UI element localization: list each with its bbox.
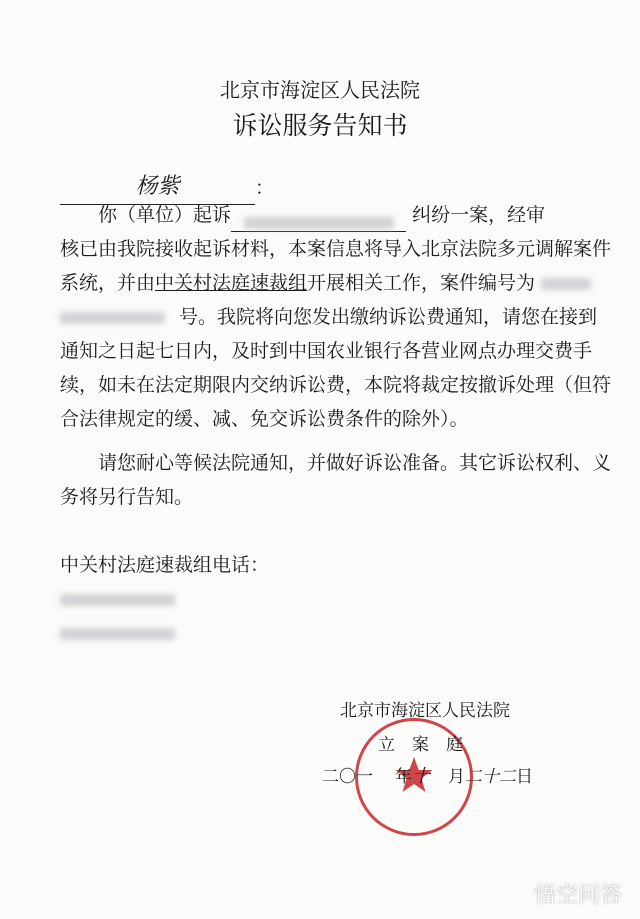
text: 务将另行告知。 [60,486,194,508]
text: 合法律规定的缓、减、免交诉讼费条件的除外）。 [60,408,469,430]
signature-date [322,762,533,788]
redacted-defendant [244,217,394,229]
text: 号。我院将向您发出缴纳诉讼费通知，请您在接到 [179,306,598,328]
body-text [60,198,612,650]
signature-court: 北京市海淀区人民法院 [340,701,510,721]
text: 开展相关工作，案件编号为 [307,272,536,294]
redacted-phone [60,628,175,640]
text: 通知之日起七日内，及时到中国农业银行各营业网点办理交费手 [60,340,593,362]
redacted-phone [60,594,175,606]
text: 核已由我院接收起诉材料，本案信息将导入北京法院多元调解案件 [60,238,612,260]
date-part: 月 [448,767,465,787]
contact-label: 中关村法庭速裁组电话： [60,554,270,576]
text: 系统，并由 [60,272,156,294]
signature-dept: 立 案 庭 [378,735,463,755]
redacted-case-number [541,278,591,290]
text: 纠纷一案，经审 [412,204,546,226]
addressee-name: 杨紫 [135,174,180,199]
date-part: 日 [516,767,533,787]
watermark: 悟空问答 [533,883,622,908]
date-part: 年 [395,767,412,787]
colon: ： [255,177,275,199]
text: 续，如未在法定期限内交纳诉讼费，本院将裁定按撤诉处理（但符 [60,374,612,396]
date-part: 二〇一 [322,767,373,787]
text: 你（单位）起诉 [98,204,232,226]
document-title: 诉讼服务告知书 [232,111,408,140]
text: 请您耐心等候法院通知，并做好诉讼准备。其它诉讼权利、义 [98,452,612,474]
date-hand: 二十二 [465,767,516,787]
date-hand: 十 [412,766,430,787]
redacted-case-number [60,312,165,324]
team-name: 中关村法庭速裁组 [155,272,308,294]
court-name: 北京市海淀区人民法院 [220,78,420,102]
